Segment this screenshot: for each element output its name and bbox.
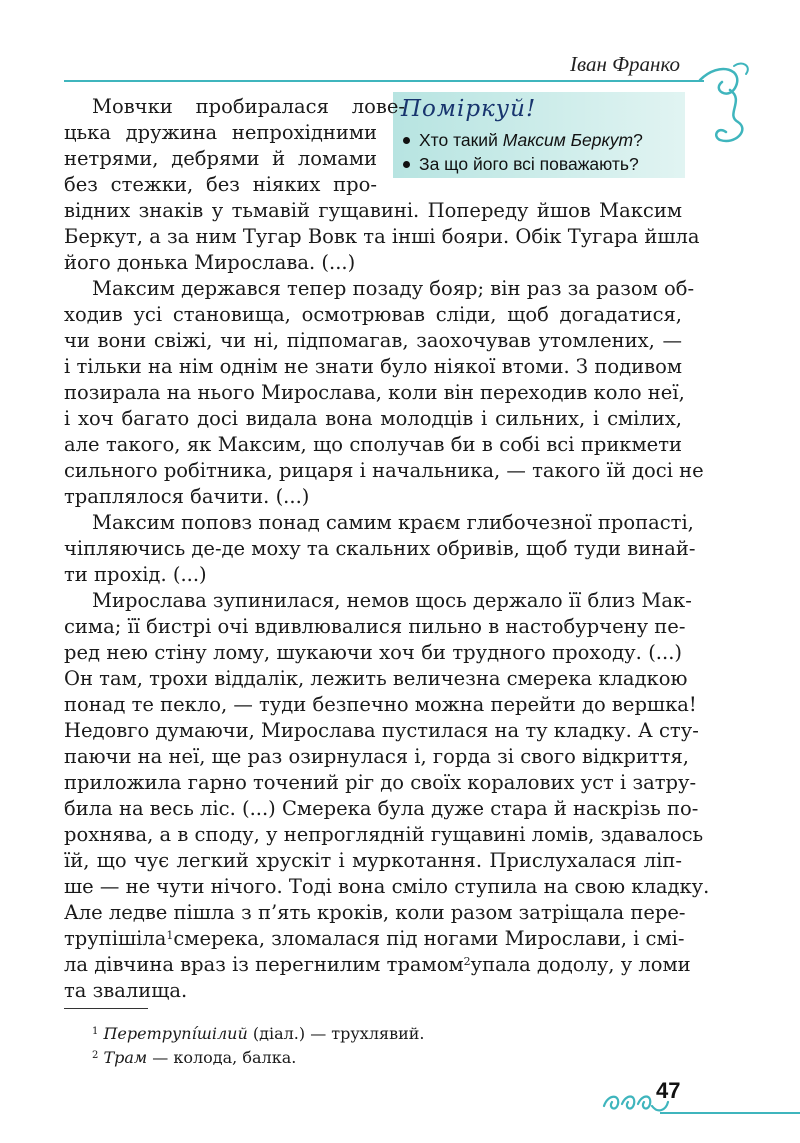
text-line: Максим держався тепер позаду бояр; він раз за разом об- bbox=[92, 277, 695, 300]
text-line: та звалища. bbox=[64, 979, 188, 1002]
text-line: нетрями, дебрями й ломами bbox=[64, 147, 377, 170]
footnote-2: $^2$ Трам — колода, балка. bbox=[92, 1048, 297, 1067]
text-line: його донька Мирослава. (...) bbox=[64, 251, 356, 274]
text-line: сима; її бистрі очі вдивлювалися пильно в настобурчену пе- bbox=[64, 615, 686, 638]
think-question-1: Хто такий Максим Беркут? bbox=[399, 128, 643, 152]
text-line: траплялося бачити. (...) bbox=[64, 485, 310, 508]
think-box-questions bbox=[399, 128, 643, 176]
think-question-2: За що його всі поважають? bbox=[399, 152, 643, 176]
text-line: ходив усі становища, осмотрював сліди, щоб догадатися, bbox=[64, 303, 682, 326]
footnote-ref-1: 1 bbox=[166, 929, 174, 942]
text-line: била на весь ліс. (...) Смерека була дуже стара й наскрізь по- bbox=[64, 797, 699, 820]
text-line: цька дружина непрохідними bbox=[64, 121, 377, 144]
text-line: і тільки на нім однім не знати було ніякої втоми. З подивом bbox=[64, 355, 682, 378]
text-line: позирала на нього Мирослава, коли він переходив коло неї, bbox=[64, 381, 685, 404]
footnote-1: $^1$ Перетрупі́шілий (діал.) — трухлявий. bbox=[92, 1024, 425, 1043]
text-line: трупішіла$^1$ смерека, зломалася під ногами Мирослави, і смі- bbox=[64, 927, 685, 950]
text-line: ла дівчина враз із перегнилим трамом$^2$ упала додолу, у ломи bbox=[64, 953, 691, 976]
text-line: ред нею стіну лому, шукаючи хоч би трудного проходу. (...) bbox=[64, 641, 682, 664]
text-line: чи вони свіжі, чи ні, підпомагав, заохочував утомлених, — bbox=[64, 329, 682, 352]
page-number: 47 bbox=[656, 1078, 681, 1103]
text-line: паючи на неї, ще раз озирнулася і, горда зі свого відкриття, bbox=[64, 745, 689, 768]
text-line: і хоч багато досі видала вона молодців і сильних, і смілих, bbox=[64, 407, 682, 430]
think-box-title: Поміркуй! bbox=[401, 96, 537, 122]
text-line: Максим поповз понад самим краєм глибочезної пропасті, bbox=[92, 511, 694, 534]
text-line: сильного робітника, рицаря і начальника, — такого їй досі не bbox=[64, 459, 704, 482]
text-line: ше — не чути нічого. Тоді вона сміло ступила на свою кладку. bbox=[64, 875, 710, 898]
decorative-swirl-icon bbox=[690, 60, 760, 155]
footnote-ref-2: 2 bbox=[463, 955, 471, 968]
text-line: їй, що чує легкий хрускіт і муркотання. Прислухалася ліп- bbox=[64, 849, 682, 872]
text-line: але такого, як Максим, що сполучав би в собі всі прикмети bbox=[64, 433, 682, 456]
text-line: ти прохід. (...) bbox=[64, 563, 207, 586]
text-line: Але ледве пішла з п’ять кроків, коли разом затріщала пере- bbox=[64, 901, 686, 924]
text-line: понад те пекло, — туди безпечно можна перейти до вершка! bbox=[64, 693, 697, 716]
running-header-author: Іван Франко bbox=[570, 52, 680, 76]
text-line: Он там, трохи віддалік, лежить величезна смерека кладкою bbox=[64, 667, 688, 690]
text-line: відних знаків у тьмавій гущавині. Попереду йшов Максим bbox=[64, 199, 682, 222]
text-line: Мовчки пробиралася лове- bbox=[92, 95, 405, 118]
text-line: без стежки, без ніяких про- bbox=[64, 173, 377, 196]
text-line: Мирослава зупинилася, немов щось держало її близ Мак- bbox=[92, 589, 692, 612]
text-line: рохнява, а в споду, у непроглядній гущавині ломів, здавалось bbox=[64, 823, 704, 846]
header-rule bbox=[64, 80, 704, 82]
text-line: чіпляючись де-де моху та скальних обривів, щоб туди винай- bbox=[64, 537, 696, 560]
think-box bbox=[393, 92, 685, 178]
text-line: Недовго думаючи, Мирослава пустилася на ту кладку. А сту- bbox=[64, 719, 699, 742]
footer-rule bbox=[660, 1112, 800, 1114]
text-line: приложила гарно точений ріг до своїх коралових уст і затру- bbox=[64, 771, 697, 794]
text-line: Беркут, а за ним Тугар Вовк та інші бояри. Обік Тугара йшла bbox=[64, 225, 700, 248]
footnote-rule bbox=[64, 1008, 148, 1009]
